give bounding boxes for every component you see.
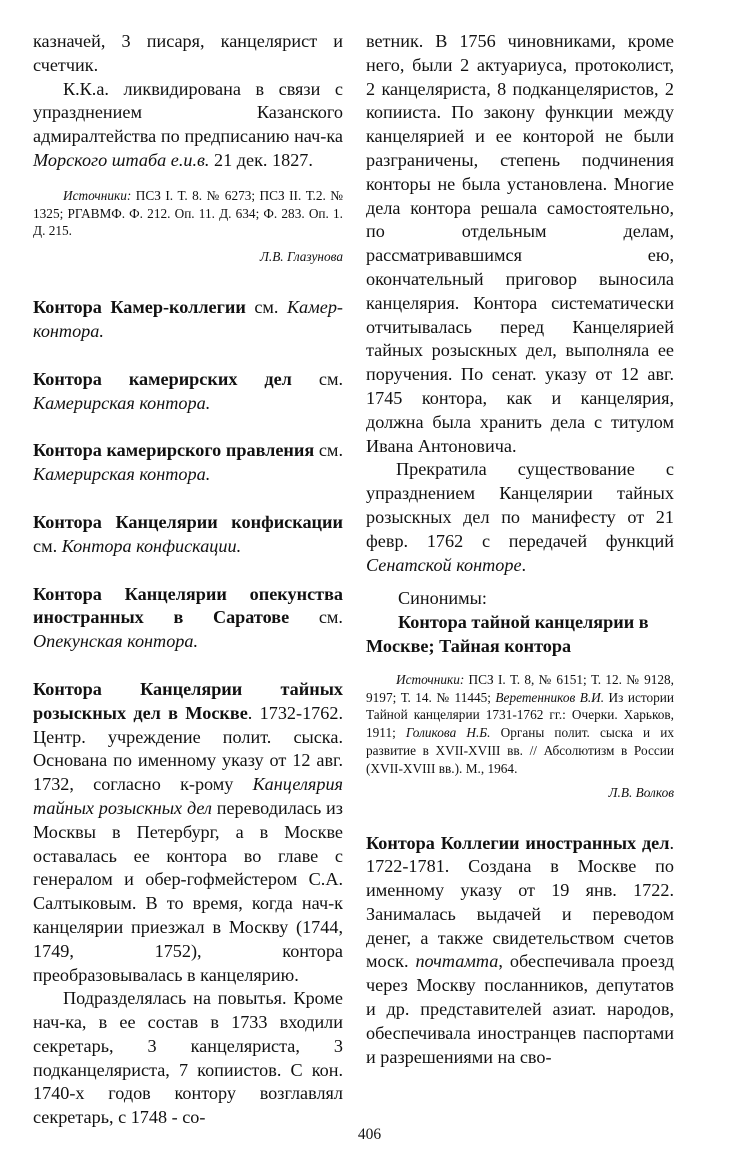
kk-author: Л.В. Глазунова xyxy=(259,249,343,265)
page-number: 406 xyxy=(357,1126,382,1143)
ref-see: см. xyxy=(33,535,62,556)
ktrd-closing-paragraph xyxy=(366,458,674,577)
left-column xyxy=(33,30,343,1130)
ref-see: см. xyxy=(245,297,287,318)
ref-target: Камерирская контора. xyxy=(33,464,211,485)
closing-text-b: . xyxy=(521,554,527,575)
ktrd-headword: Контора Канцелярии тайных розыскных дел в Москве xyxy=(33,678,343,723)
kk-liq-text: К.К.а. ликвидирована в связи с упразднением Казанского адмиралтейства по предписанию нач-ка xyxy=(33,78,343,147)
sources-text-2: Из истории Тайной канцелярии 1731-1762 гг.: Очерки. Харьков, 1911; xyxy=(366,689,675,741)
right-column xyxy=(366,30,674,1069)
kk-sources xyxy=(33,187,343,240)
ref-headword: Контора камерирских дел xyxy=(33,368,292,389)
kk-tail-paragraph: казначей, 3 писаря, канцелярист и счетчик. xyxy=(33,31,343,75)
ref-target: Контора конфискации. xyxy=(61,535,242,556)
sources-author-1: Веретенников В.И. xyxy=(495,689,605,705)
ref-entry xyxy=(33,511,343,559)
ktrd-paragraph-2: Подразделялась на повытья. Кроме нач-ка, в ее состав в 1733 входили секретарь, 3 канцеляриста, 3 подканцеляриста, 7 копиистов. С кон. 1740-х годов контору возглавлял секретарь, с 1748 - со- xyxy=(33,988,343,1128)
ktrd-author: Л.В. Волков xyxy=(608,784,674,800)
sources-label: Источники: xyxy=(396,671,465,687)
kk-liq-italic: Морского штаба е.и.в. xyxy=(33,149,210,170)
ktrd-continuation: ветник. В 1756 чиновниками, кроме него, были 2 актуариуса, протоколист, 2 канцеляриста, 8 подканцеляристов, 2 копииста. По закону функции между канцелярией и ее конторой не были разграничены, степень подчинения конторы не была установлена. Многие дела контора решала самостоятельно, по отдельным делам, рассматривавшимся ею, окончательный приговор выносила канцелярия. Контора систематически отчитывалась перед Канцелярией тайных розыскных дел, выполняла ее поручения. По сенат. указу от 12 авг. 1745 контора, как и канцелярия, должна была хранить дела с титулом Ивана Антоновича. xyxy=(366,31,674,456)
kk-liquidation-paragraph xyxy=(33,78,343,173)
ktrd-entry xyxy=(33,678,343,987)
ref-see: см. xyxy=(314,440,343,461)
kk-liq-date: 21 дек. 1827. xyxy=(209,149,313,170)
kki-text-a: . 1722-1781. Создана в Москве по именному указу от 19 янв. 1722. Занималась выдачей и переводом денег, а также свидетельством счетов моск. xyxy=(366,832,674,972)
kki-entry xyxy=(366,832,674,1070)
closing-italic: Сенатской конторе xyxy=(366,554,522,575)
ktrd-text-a: . 1732-1762. Центр. учреждение полит. сыска. Основана по именному указу от 12 авг. 1732, согласно к-рому xyxy=(33,702,344,795)
closing-text-a: Прекратила существование с упразднением Канцелярии тайных розыскных дел по манифесту от 21 февр. 1762 с передачей функций xyxy=(366,459,674,551)
ref-entry xyxy=(33,296,343,344)
ktrd-text-b: переводилась из Москвы в Петербург, а в Москве оставалась ее контора во главе с генералом и обер-гофмейстером С.А. Салтыковым. В то время, когда нач-к канцелярии приезжал в Москву (1744, 1749, 1752), контора преобразовывалась в канцелярию. xyxy=(33,797,343,985)
sources-author-2: Голикова Н.Б. xyxy=(405,725,491,741)
ref-headword: Контора камерирского правления xyxy=(33,440,315,461)
kk-sources-text: ПСЗ I. Т. 8. № 6273; ПСЗ II. Т.2. № 1325; РГАВМФ. Ф. 212. Оп. 11. Д. 634; Ф. 283. Оп. 1. Д. 215. xyxy=(33,187,343,239)
synonyms-label: Синонимы: xyxy=(398,588,487,609)
ref-see: см. xyxy=(289,607,343,628)
ref-target: Камер-контора. xyxy=(33,297,343,341)
ktrd-sources xyxy=(366,671,674,778)
kki-headword: Контора Коллегии иностранных дел xyxy=(366,832,670,853)
ref-entry xyxy=(33,368,343,416)
ref-see: см. xyxy=(291,368,343,389)
ref-headword: Контора Камер-коллегии xyxy=(33,297,246,318)
ref-entry xyxy=(33,439,343,487)
sources-text-3: Органы полит. сыска и их развитие в XVII-XVIII вв. // Абсолютизм в России (XVII-XVIII вв.). М., 1964. xyxy=(366,725,675,776)
ref-entry xyxy=(33,583,343,654)
kk-sources-label: Источники: xyxy=(63,187,132,203)
ktrd-italic: Канцелярия тайных розыскных дел xyxy=(33,774,343,818)
synonyms-list: Контора тайной канцелярии в Москве; Тайная контора xyxy=(366,612,649,656)
ref-headword: Контора Канцелярии конфискации xyxy=(33,511,343,532)
kki-text-b: , обеспечивала проезд через Москву посланников, депутатов и др. представителей азиат. народов, обеспечивала иностранцев паспортами и разрешениями на сво- xyxy=(366,951,674,1067)
ref-headword: Контора Канцелярии опекунства иностранных в Саратове xyxy=(33,583,343,628)
kki-italic: почтамта xyxy=(415,951,499,972)
ref-target: Опекунская контора. xyxy=(33,631,199,652)
ref-target: Камерирская контора. xyxy=(33,392,211,413)
sources-text-1: ПСЗ I. Т. 8, № 6151; Т. 12. № 9128, 9197; Т. 14. № 11445; xyxy=(366,671,674,705)
